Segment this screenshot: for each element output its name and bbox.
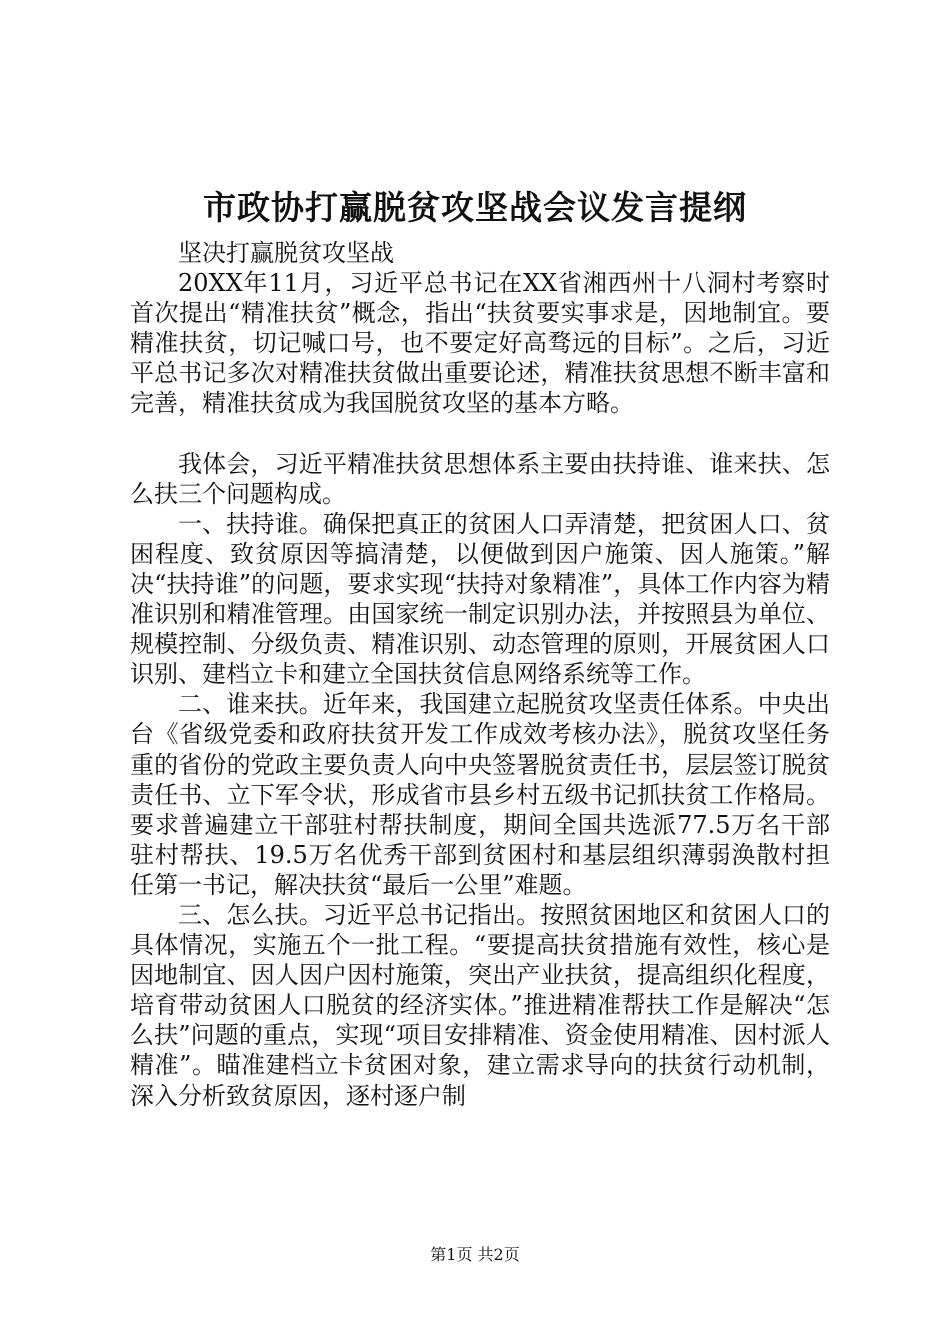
body-paragraph: 三、怎么扶。习近平总书记指出。按照贫困地区和贫困人口的具体情况，实施五个一批工程。“要提高扶贫措施有效性，核心是因地制宜、因人因户因村施策，突出产业扶贫，提高组织化程度，培育带动贫困人口脱贫的经济实体。”推进精准帮扶工作是解决“怎么扶”问题的重点，实现“项目安排精准、资金使用精准、因村派人精准”。瞄准建档立卡贫困对象，建立需求导向的扶贫行动机制，深入分析致贫原因，逐村逐户制	[130, 900, 830, 1110]
body-paragraph: 二、谁来扶。近年来，我国建立起脱贫攻坚责任体系。中央出台《省级党委和政府扶贫开发工作成效考核办法》，脱贫攻坚任务重的省份的党政主要负责人向中央签署脱贫责任书，层层签订脱贫责任书、立下军令状，形成省市县乡村五级书记抓扶贫工作格局。要求普遍建立干部驻村帮扶制度，期间全国共选派77.5万名干部驻村帮扶、19.5万名优秀干部到贫困村和基层组织薄弱涣散村担任第一书记，解决扶贫“最后一公里”难题。	[130, 690, 830, 899]
body-paragraph: 20XX年11月，习近平总书记在XX省湘西州十八洞村考察时首次提出“精准扶贫”概念，指出“扶贫要实事求是，因地制宜。要精准扶贫，切记喊口号，也不要定好高骛远的目标”。之后，习近平总书记多次对精准扶贫做出重要论述，精准扶贫思想不断丰富和完善，精准扶贫成为我国脱贫攻坚的基本方略。	[130, 269, 830, 418]
subtitle-paragraph: 坚决打赢脱贫攻坚战	[178, 239, 394, 267]
page-footer: 第1页 共2页	[430, 1245, 520, 1264]
body-paragraph: 一、扶持谁。确保把真正的贫困人口弄清楚，把贫困人口、贫困程度、致贫原因等搞清楚，以便做到因户施策、因人施策。”解决“扶持谁”的问题，要求实现“扶持对象精准”，具体工作内容为精准识别和精准管理。由国家统一制定识别办法，并按照县为单位、规模控制、分级负责、精准识别、动态管理的原则，开展贫困人口识别、建档立卡和建立全国扶贫信息网络系统等工作。	[130, 509, 830, 689]
document-body	[130, 238, 830, 1111]
document-title: 市政协打赢脱贫攻坚战会议发言提纲	[203, 188, 747, 227]
body-paragraph: 我体会，习近平精准扶贫思想体系主要由扶持谁、谁来扶、怎么扶三个问题构成。	[130, 449, 830, 508]
